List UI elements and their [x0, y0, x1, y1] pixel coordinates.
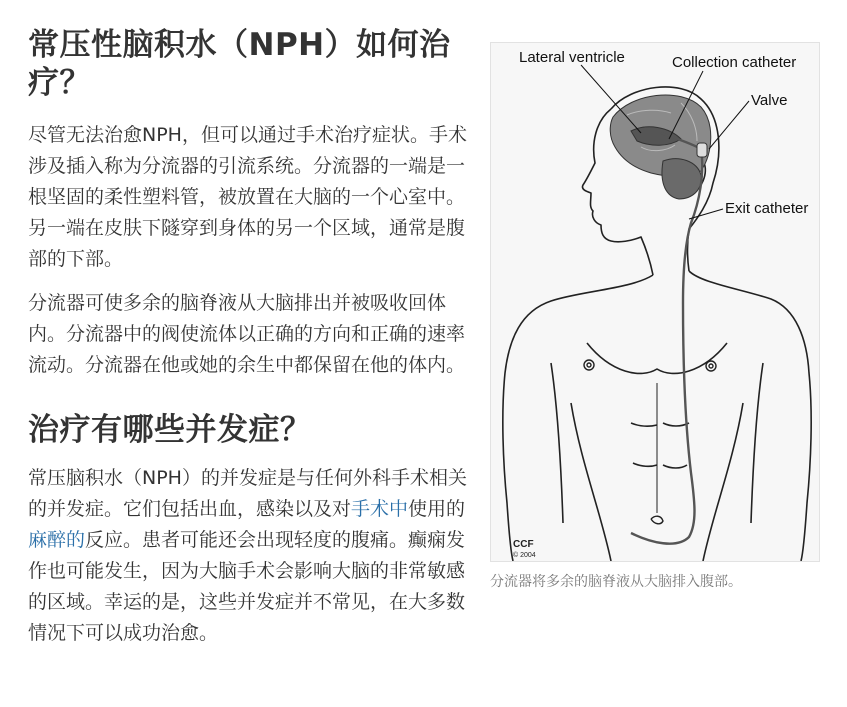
ccf-year: © 2004 [513, 552, 536, 559]
heading-treatment: 常压性脑积水（NPH）如何治疗？ [28, 27, 451, 101]
right-nipple [706, 361, 716, 371]
label-valve: Valve [751, 92, 788, 109]
right-shoulder [689, 271, 811, 561]
left-shoulder [503, 275, 653, 561]
heading-complications: 治疗有哪些并发症？ [28, 412, 312, 448]
figure [490, 42, 820, 592]
label-exit-catheter: Exit catheter [725, 200, 809, 217]
label-collection-catheter: Collection catheter [672, 54, 797, 71]
navel [651, 516, 663, 524]
paragraph-text-part3: 反应。患者可能还会出现轻度的腹痛。癫痫发作也可能发生，因为大脑手术会影响大脑的非常敏感的区域。幸运的是，这些并发症并不常见，在大多数情况下可以成功治愈。 [28, 529, 466, 644]
chest-line [587, 343, 727, 373]
paragraph-treatment-2: 分流器可使多余的脑脊液从大脑排出并被吸收回体内。分流器中的阀使流体以正确的方向和正确的速率流动。分流器在他或她的余生中都保留在他的体内。 [28, 292, 466, 376]
torso-right [703, 403, 743, 561]
figure-frame [490, 42, 820, 562]
ccf-logo: CCF [513, 539, 534, 550]
right-arm-inner [751, 363, 763, 523]
left-arm-inner [551, 363, 563, 523]
left-nipple [584, 360, 594, 370]
paragraph-text-part2: 使用的 [408, 498, 466, 520]
torso-left [571, 403, 611, 561]
paragraph-text-part1: 常压脑积水（NPH）的并发症是与任何外科手术相关的并发症。它们包括出血，感染以及对 [28, 467, 467, 520]
surgery-link[interactable]: 手术中 [351, 498, 409, 520]
article [28, 26, 820, 649]
figure-caption: 分流器将多余的脑脊液从大脑排入腹部。 [490, 574, 742, 590]
shunt-illustration [491, 43, 819, 561]
paragraph-treatment-1: 尽管无法治愈NPH，但可以通过手术治疗症状。手术涉及插入称为分流器的引流系统。分流器的一端是一根坚固的柔性塑料管，被放置在大脑的一个心室中。另一端在皮肤下隧穿到身体的另一个区域，通常是腹部的下部。 [28, 124, 467, 270]
anesthesia-link[interactable]: 麻醉的 [28, 529, 86, 551]
label-lateral-ventricle: Lateral ventricle [519, 49, 625, 66]
valve-shape [697, 143, 707, 157]
